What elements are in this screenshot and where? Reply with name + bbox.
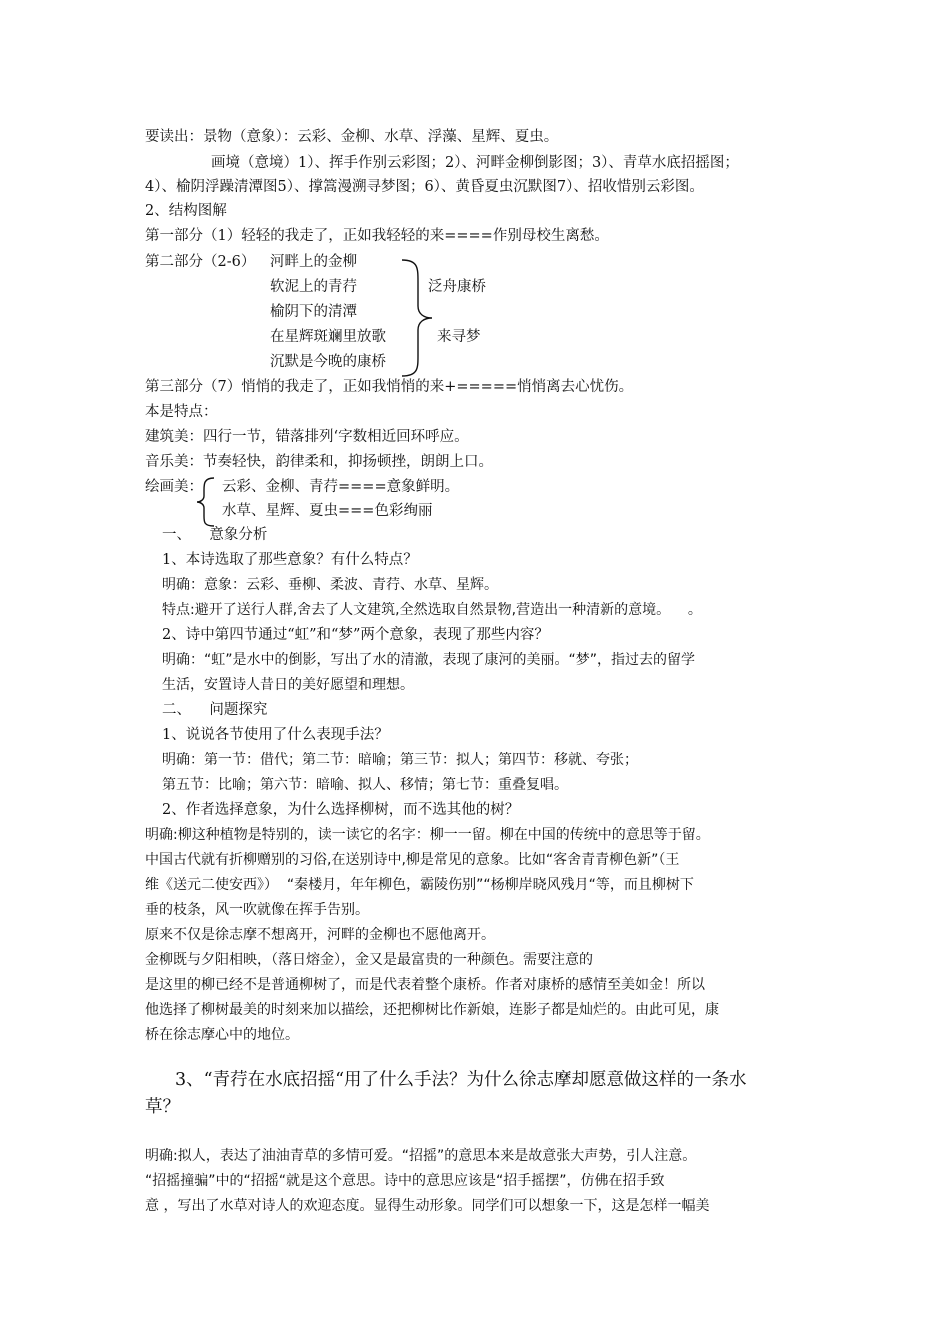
inquiry-answer-2-line-6: 金柳既与夕阳相映，（落日熔金），金又是最富贵的一种颜色。需要注意的 [145,952,593,968]
structure-heading: 2、结构图解 [145,203,227,219]
analysis-answer-1: 明确：意象：云彩、垂柳、柔波、青荇、水草、星辉。 [162,577,498,593]
structure-part-2-item: 在星辉斑斓里放歌 [270,329,386,345]
inquiry-question-3-line-1: 3、“青荇在水底招摇“用了什么手法？为什么徐志摩却愿意做这样的一条水 [175,1070,747,1090]
brace-label-sail: 泛舟康桥 [428,279,486,295]
structure-part-2-item: 榆阴下的清潭 [270,304,357,320]
inquiry-answer-2-line-9: 桥在徐志摩心中的地位。 [145,1027,299,1043]
inquiry-answer-2-line-2: 中国古代就有折柳赠别的习俗,在送别诗中,柳是常见的意象。比如“客舍青青柳色新”（王 [145,852,680,868]
inquiry-heading: 二、 问题探究 [162,702,268,718]
analysis-heading: 一、 意象分析 [162,527,268,543]
reading-line-2: 画境（意境）1）、挥手作别云彩图；2）、河畔金柳倒影图；3）、青草水底招摇图； [211,155,739,171]
feature-music: 音乐美：节奏轻快，韵律柔和，抑扬顿挫，朗朗上口。 [145,454,493,470]
analysis-question-2: 2、诗中第四节通过“虹”和“梦”两个意象，表现了那些内容？ [162,627,549,643]
features-heading: 本是特点： [145,404,218,420]
analysis-answer-2-line-1: 明确：“虹”是水中的倒影，写出了水的清澈，表现了康河的美丽。“梦”，指过去的留学 [162,652,696,668]
inquiry-question-1: 1、说说各节使用了什么表现手法？ [162,727,389,743]
inquiry-answer-2-line-3: 维《送元二使安西》） “秦楼月，年年柳色，霸陵伤别”“杨柳岸晓风残月“等，而且柳树下 [145,877,694,893]
painting-brace [196,476,218,528]
inquiry-answer-2-line-4: 垂的枝条，风一吹就像在挥手告别。 [145,902,369,918]
inquiry-answer-1-line-2: 第五节：比喻；第六节：暗喻、拟人、移情；第七节：重叠复唱。 [162,777,568,793]
analysis-answer-2-line-2: 生活，安置诗人昔日的美好愿望和理想。 [162,677,414,693]
structure-part-2-item: 河畔上的金柳 [270,254,357,270]
reading-line-3: 4）、榆阴浮躁清潭图5）、撑篙漫溯寻梦图；6）、黄昏夏虫沉默图7）、招收惜别云彩图。 [145,179,704,195]
analysis-question-1: 1、本诗选取了那些意象？有什么特点？ [162,552,418,568]
inquiry-answer-2-line-8: 他选择了柳树最美的时刻来加以描绘，还把柳树比作新娘，连影子都是灿烂的。由此可见，康 [145,1002,719,1018]
structure-part-1: 第一部分（1）轻轻的我走了，正如我轻轻的来====作别母校生离愁。 [145,228,609,244]
inquiry-answer-3-line-2: “招摇撞骗”中的“招摇“就是这个意思。诗中的意思应该是“招手摇摆”，仿佛在招手致 [145,1173,665,1189]
feature-painting-line-2: 水草、星辉、夏虫===色彩绚丽 [222,503,433,519]
inquiry-question-2: 2、作者选择意象，为什么选择柳树，而不选其他的树？ [162,802,520,818]
analysis-answer-1b: 特点:避开了送行人群,舍去了人文建筑,全然选取自然景物,营造出一种清新的意境。 。 [162,602,702,618]
inquiry-answer-2-line-5: 原来不仅是徐志摩不想离开，河畔的金柳也不愿他离开。 [145,927,495,943]
structure-part-3: 第三部分（7）悄悄的我走了，正如我悄悄的来+=====悄悄离去心忧伤。 [145,379,634,395]
reading-line-1: 要读出：景物（意象）：云彩、金柳、水草、浮藻、星辉、夏虫。 [145,129,559,145]
inquiry-answer-3-line-1: 明确:拟人，表达了油油青草的多情可爱。“招摇”的意思本来是故意张大声势，引人注意。 [145,1148,697,1164]
brace-label-dream: 来寻梦 [437,329,481,345]
inquiry-answer-2-line-7: 是这里的柳已经不是普通柳树了，而是代表着整个康桥。作者对康桥的感情至美如金！所以 [145,977,705,993]
feature-architecture: 建筑美：四行一节，错落排列‘字数相近回环呼应。 [145,429,469,445]
inquiry-answer-2-line-1: 明确:柳这种植物是特别的，读一读它的名字：柳一一留。柳在中国的传统中的意思等于留。 [145,827,710,843]
feature-painting-label: 绘画美： [145,479,203,495]
inquiry-answer-1-line-1: 明确：第一节：借代；第二节：暗喻；第三节：拟人；第四节：移就、夸张； [162,752,638,768]
inquiry-answer-3-line-3: 意 ，写出了水草对诗人的欢迎态度。显得生动形象。同学们可以想象一下，这是怎样一幅美 [145,1198,710,1214]
feature-painting-line-1: 云彩、金柳、青荇====意象鲜明。 [222,479,460,495]
structure-part-2-label: 第二部分（2-6） [145,254,256,270]
structure-part-2-item: 沉默是今晚的康桥 [270,354,386,370]
structure-part-2-item: 软泥上的青荇 [270,279,357,295]
inquiry-question-3-line-2: 草？ [145,1097,180,1117]
